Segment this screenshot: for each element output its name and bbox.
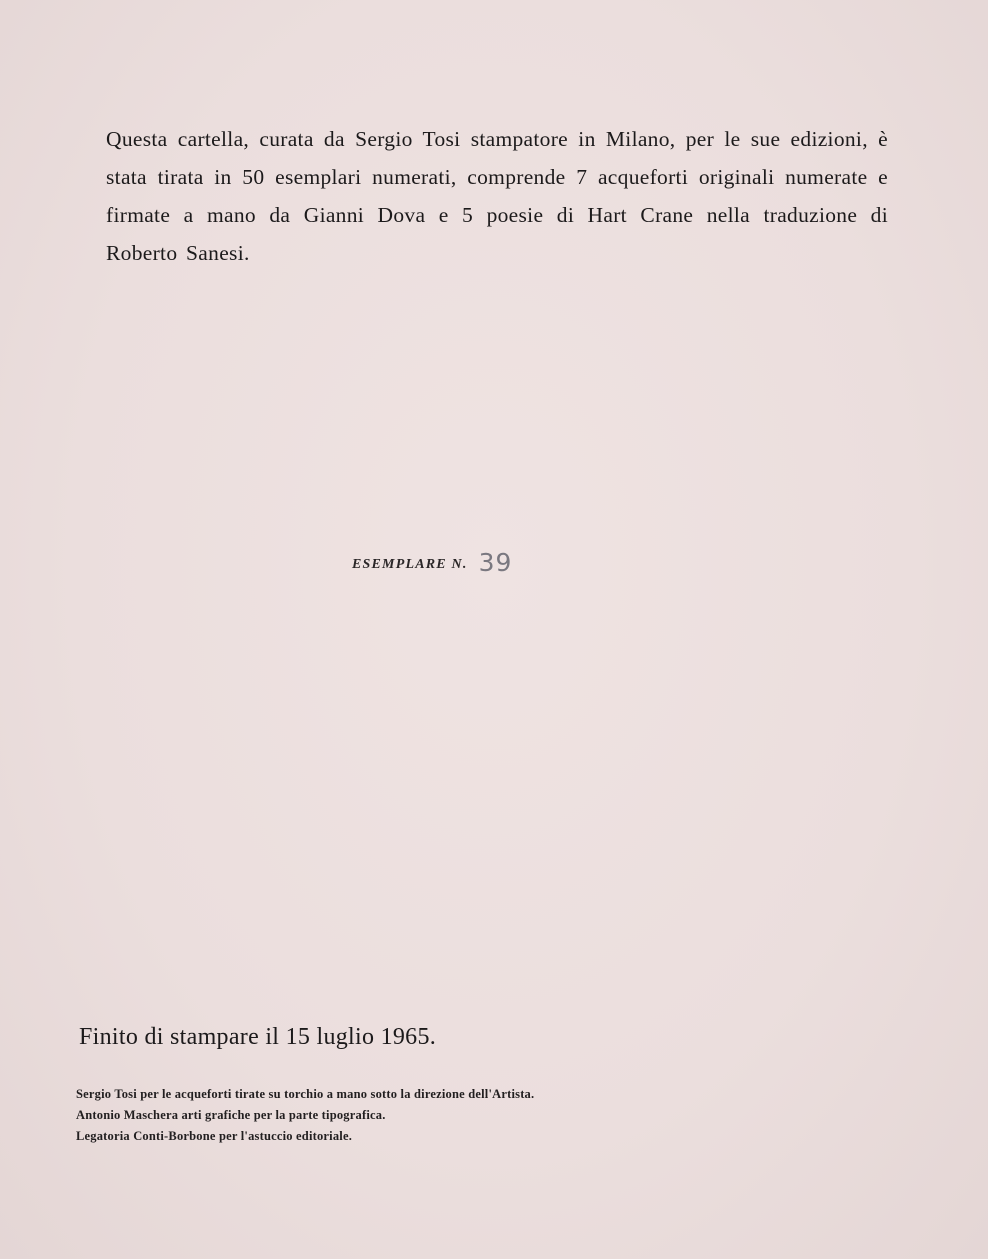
copy-number-line <box>352 545 513 577</box>
credit-line-binding: Legatoria Conti-Borbone per l'astuccio editoriale. <box>76 1129 353 1143</box>
credits-block <box>76 1084 534 1147</box>
printing-date: Finito di stampare il 15 luglio 1965. <box>79 1024 437 1050</box>
copy-number-label: ESEMPLARE N. <box>352 557 468 572</box>
handwritten-copy-number: 39 <box>478 548 513 577</box>
credit-line-etchings: Sergio Tosi per le acqueforti tirate su torchio a mano sotto la direzione dell'Artista. <box>76 1087 535 1101</box>
colophon-paragraph: Questa cartella, curata da Sergio Tosi stampatore in Milano, per le sue edizioni, è stata tirata in 50 esemplari numerati, comprende 7 acqueforti originali numerate e firmate a mano da Gianni Dova e 5 poesie di Hart Crane nella traduzione di Roberto Sanesi. <box>106 126 888 265</box>
credit-line-typography: Antonio Maschera arti grafiche per la parte tipografica. <box>76 1108 386 1122</box>
